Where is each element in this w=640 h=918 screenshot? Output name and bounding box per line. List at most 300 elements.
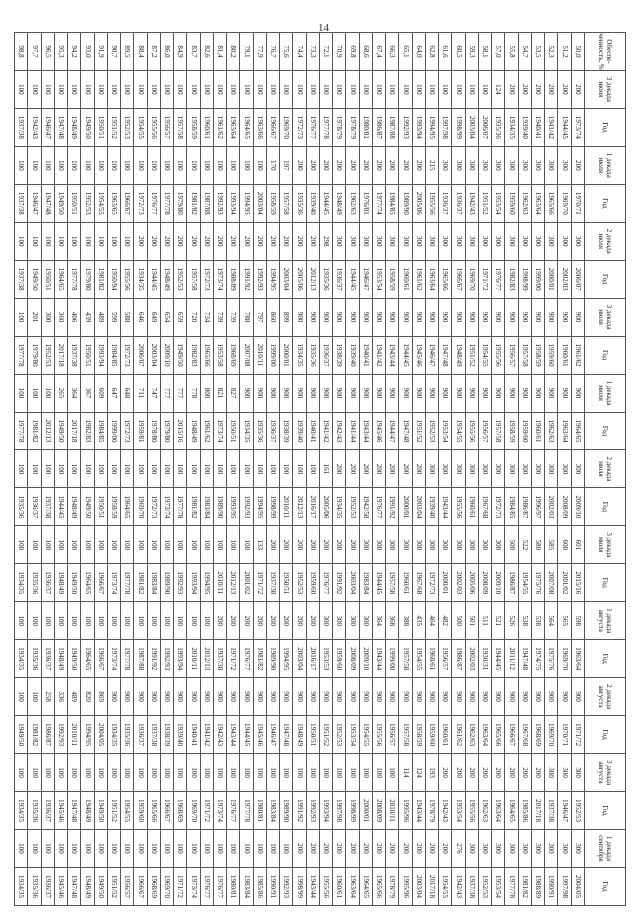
- table-cell: 1992/93: [240, 488, 253, 526]
- table-cell: 1935/36: [293, 184, 306, 222]
- table-cell: 200: [426, 830, 439, 868]
- table-cell: 1960/61: [399, 564, 412, 602]
- table-cell: 1977/78: [174, 488, 187, 526]
- table-cell: 1998/99: [452, 108, 465, 146]
- table-cell: 300: [532, 222, 545, 260]
- table-cell: 100: [28, 222, 41, 260]
- table-cell: 1986/87: [41, 716, 54, 754]
- table-cell: 100: [28, 526, 41, 564]
- table-cell: 1965/66: [439, 260, 452, 298]
- table-cell: 1959/81: [134, 412, 147, 450]
- table-cell: 100: [28, 374, 41, 412]
- table-cell: 100: [147, 830, 160, 868]
- table-cell: 900: [412, 298, 425, 336]
- table-cell: 1967/68: [518, 716, 531, 754]
- table-cell: 2008/09: [479, 564, 492, 602]
- table-cell: 300: [359, 222, 372, 260]
- table-cell: 1968/69: [532, 716, 545, 754]
- table-cell: 565: [558, 602, 571, 640]
- table-cell: 2003/04: [293, 640, 306, 678]
- table-cell: 1983/84: [267, 792, 280, 830]
- table-cell: 1948/49: [333, 184, 346, 222]
- table-cell: 200: [293, 830, 306, 868]
- table-cell: 300: [505, 222, 518, 260]
- table-cell: 900: [505, 298, 518, 336]
- table-cell: 1972/73: [121, 336, 134, 374]
- table-cell: 601: [571, 526, 584, 564]
- table-cell: 100: [174, 70, 187, 108]
- table-cell: 900: [399, 298, 412, 336]
- table-cell: 59,3: [465, 33, 478, 71]
- column-header: Год: [585, 412, 626, 450]
- table-cell: 300: [518, 830, 531, 868]
- table-cell: 300: [439, 222, 452, 260]
- table-cell: 200: [267, 602, 280, 640]
- table-cell: 124: [492, 70, 505, 108]
- table-cell: 1977/78: [320, 108, 333, 146]
- table-cell: 100: [147, 450, 160, 488]
- table-cell: 580: [532, 526, 545, 564]
- table-cell: 1952/53: [174, 260, 187, 298]
- table-cell: 200: [412, 830, 425, 868]
- table-cell: 100: [399, 70, 412, 108]
- table-cell: 1941/42: [200, 716, 213, 754]
- table-cell: 100: [412, 70, 425, 108]
- table-cell: 1993/94: [320, 792, 333, 830]
- table-cell: 1986/87: [505, 564, 518, 602]
- table-cell: 1977/78: [15, 412, 29, 450]
- table-cell: 1964/65: [240, 108, 253, 146]
- table-cell: 1993/94: [94, 336, 107, 374]
- table-cell: 2006/07: [479, 108, 492, 146]
- table-cell: 60,5: [452, 33, 465, 71]
- table-cell: 2002/03: [558, 260, 571, 298]
- table-cell: 1972/73: [426, 564, 439, 602]
- table-row: [386, 33, 399, 906]
- table-cell: 2015/16: [174, 412, 187, 450]
- table-cell: 86,0: [161, 33, 174, 71]
- table-cell: 200: [320, 526, 333, 564]
- table-cell: 1955/56: [465, 792, 478, 830]
- table-cell: 100: [161, 830, 174, 868]
- table-cell: 1990/91: [267, 867, 280, 905]
- table-cell: 1937/38: [465, 867, 478, 905]
- table-cell: 1936/37: [439, 184, 452, 222]
- table-cell: 900: [479, 678, 492, 716]
- table-row: [465, 33, 478, 906]
- table-cell: 100: [214, 70, 227, 108]
- table-cell: 2001/02: [558, 564, 571, 602]
- table-cell: 200: [306, 146, 319, 184]
- table-cell: 100: [121, 526, 134, 564]
- table-cell: 2005/06: [320, 488, 333, 526]
- table-cell: 1972/73: [492, 488, 505, 526]
- table-cell: 649: [147, 298, 160, 336]
- table-cell: 1934/35: [134, 260, 147, 298]
- table-cell: 1978/79: [386, 867, 399, 905]
- table-cell: 2003/04: [147, 336, 160, 374]
- table-cell: 200: [333, 526, 346, 564]
- table-row: [214, 33, 227, 906]
- table-row: [479, 33, 492, 906]
- table-cell: 2000/01: [280, 336, 293, 374]
- table-cell: 1956/57: [386, 716, 399, 754]
- table-cell: 300: [545, 450, 558, 488]
- table-cell: 1945/46: [373, 412, 386, 450]
- table-cell: 1966/67: [121, 184, 134, 222]
- table-cell: 1940/41: [359, 336, 372, 374]
- table-cell: 2003/04: [412, 867, 425, 905]
- table-cell: 1952/53: [571, 792, 584, 830]
- table-cell: 1935/36: [28, 564, 41, 602]
- table-cell: 2012/13: [293, 488, 306, 526]
- table-cell: 1998/99: [346, 792, 359, 830]
- table-cell: 2003/04: [346, 564, 359, 602]
- table-cell: 300: [571, 830, 584, 868]
- table-cell: 100: [55, 450, 68, 488]
- table-cell: 900: [571, 374, 584, 412]
- table-cell: 1977/78: [121, 564, 134, 602]
- table-cell: 1999/00: [532, 260, 545, 298]
- table-cell: 62,8: [426, 33, 439, 71]
- table-cell: 100: [68, 830, 81, 868]
- table-cell: 1994/95: [200, 564, 213, 602]
- table-cell: 900: [545, 298, 558, 336]
- table-cell: 300: [41, 298, 54, 336]
- table-cell: 300: [558, 146, 571, 184]
- table-cell: 300: [479, 830, 492, 868]
- table-cell: 2009/10: [359, 640, 372, 678]
- table-cell: 100: [240, 526, 253, 564]
- table-cell: 900: [240, 678, 253, 716]
- table-cell: 1955/56: [426, 184, 439, 222]
- table-cell: 360: [55, 298, 68, 336]
- table-cell: 100: [121, 222, 134, 260]
- table-cell: 899: [280, 298, 293, 336]
- table-cell: 739: [227, 298, 240, 336]
- table-cell: 300: [452, 222, 465, 260]
- table-cell: 300: [558, 450, 571, 488]
- table-cell: 1937/38: [214, 640, 227, 678]
- table-cell: 2003/04: [465, 108, 478, 146]
- table-cell: 1962/63: [518, 184, 531, 222]
- table-cell: 100: [253, 146, 266, 184]
- table-cell: 1934/35: [505, 108, 518, 146]
- table-cell: 1942/43: [28, 108, 41, 146]
- table-cell: 1987/88: [134, 640, 147, 678]
- table-cell: 1939/40: [174, 716, 187, 754]
- table-cell: 300: [465, 526, 478, 564]
- table-cell: 1957/58: [518, 336, 531, 374]
- table-cell: 1935/36: [15, 488, 29, 526]
- table-cell: 900: [306, 374, 319, 412]
- table-row: [306, 33, 319, 906]
- table-cell: 900: [492, 678, 505, 716]
- table-cell: 1986/87: [452, 640, 465, 678]
- table-cell: 1983/84: [359, 564, 372, 602]
- table-cell: 2003/04: [412, 488, 425, 526]
- table-cell: 900: [134, 678, 147, 716]
- table-cell: 720: [187, 298, 200, 336]
- table-cell: 1992/93: [280, 867, 293, 905]
- table-cell: 1957/58: [399, 640, 412, 678]
- table-cell: 2000/01: [545, 260, 558, 298]
- table-cell: 1986/87: [518, 488, 531, 526]
- table-cell: 489: [94, 298, 107, 336]
- table-cell: 1937/38: [545, 792, 558, 830]
- table-cell: 100: [147, 146, 160, 184]
- table-cell: 1958/59: [108, 488, 121, 526]
- table-cell: 900: [492, 374, 505, 412]
- table-cell: 100: [227, 754, 240, 792]
- table-cell: 100: [121, 754, 134, 792]
- table-cell: 100: [55, 222, 68, 260]
- table-cell: 1962/63: [346, 184, 359, 222]
- table-cell: 1957/58: [492, 412, 505, 450]
- table-cell: 1946/47: [426, 336, 439, 374]
- table-cell: 1954/55: [439, 867, 452, 905]
- table-cell: 1979/80: [174, 184, 187, 222]
- table-cell: 336: [55, 678, 68, 716]
- table-cell: 100: [108, 222, 121, 260]
- table-cell: 100: [452, 70, 465, 108]
- table-cell: 2010/11: [386, 792, 399, 830]
- table-cell: 1971/72: [253, 564, 266, 602]
- table-cell: 900: [121, 678, 134, 716]
- table-cell: 201: [28, 298, 41, 336]
- table-cell: 500: [452, 602, 465, 640]
- table-cell: 1951/52: [479, 184, 492, 222]
- table-cell: 1965/66: [373, 867, 386, 905]
- table-cell: 1946/47: [28, 184, 41, 222]
- table-cell: 648: [121, 374, 134, 412]
- table-cell: 100: [359, 754, 372, 792]
- table-cell: 100: [174, 602, 187, 640]
- table-cell: 100: [174, 146, 187, 184]
- table-cell: 300: [545, 754, 558, 792]
- table-cell: 1973/74: [571, 108, 584, 146]
- table-cell: 100: [214, 526, 227, 564]
- table-cell: 100: [28, 678, 41, 716]
- table-cell: 200: [373, 450, 386, 488]
- table-cell: 1965/66: [147, 792, 160, 830]
- table-cell: 1972/73: [200, 260, 213, 298]
- table-cell: 100: [41, 450, 54, 488]
- table-cell: 200: [558, 70, 571, 108]
- column-header: 3 декада июня: [585, 70, 626, 108]
- table-cell: 2005/06: [293, 260, 306, 298]
- table-cell: 2006/07: [571, 260, 584, 298]
- table-row: [373, 33, 386, 906]
- table-cell: 100: [240, 70, 253, 108]
- table-cell: 89,5: [121, 33, 134, 71]
- table-cell: 538: [518, 602, 531, 640]
- table-cell: 100: [28, 602, 41, 640]
- table-cell: 900: [545, 678, 558, 716]
- table-cell: 1979/80: [161, 412, 174, 450]
- table-cell: 200: [293, 222, 306, 260]
- table-cell: 900: [492, 298, 505, 336]
- table-cell: 1937/38: [68, 336, 81, 374]
- table-cell: 1937/38: [15, 184, 29, 222]
- table-cell: 2008/09: [373, 792, 386, 830]
- table-cell: 1947/48: [68, 867, 81, 905]
- table-cell: 1963/64: [426, 260, 439, 298]
- table-cell: 2015/16: [571, 564, 584, 602]
- table-cell: 300: [426, 526, 439, 564]
- table-row: [94, 33, 107, 906]
- table-cell: 1976/77: [147, 184, 160, 222]
- table-cell: 1971/72: [174, 867, 187, 905]
- table-cell: 1976/77: [240, 640, 253, 678]
- table-cell: 900: [399, 678, 412, 716]
- table-cell: 1938/39: [333, 336, 346, 374]
- table-cell: 1946/47: [267, 716, 280, 754]
- table-cell: 200: [386, 450, 399, 488]
- table-cell: 1981/82: [134, 564, 147, 602]
- table-cell: 900: [267, 678, 280, 716]
- table-cell: 900: [532, 374, 545, 412]
- table-cell: 197: [280, 146, 293, 184]
- table-cell: 1980/81: [359, 108, 372, 146]
- table-cell: 200: [306, 526, 319, 564]
- table-cell: 100: [240, 146, 253, 184]
- table-cell: 788: [240, 298, 253, 336]
- table-cell: 1969/70: [558, 640, 571, 678]
- table-cell: 1983/84: [240, 867, 253, 905]
- table-cell: 100: [147, 602, 160, 640]
- table-cell: 1981/82: [28, 412, 41, 450]
- table-cell: 300: [320, 602, 333, 640]
- table-cell: 100: [227, 146, 240, 184]
- table-cell: 1950/94: [108, 260, 121, 298]
- table-cell: 76,7: [267, 33, 280, 71]
- table-cell: 50,0: [571, 33, 584, 71]
- table-cell: 900: [280, 374, 293, 412]
- table-cell: 1969/70: [280, 108, 293, 146]
- table-cell: 900: [571, 298, 584, 336]
- table-cell: 1991/92: [240, 260, 253, 298]
- table-row: [121, 33, 134, 906]
- table-cell: 564: [545, 602, 558, 640]
- table-cell: 1954/55: [518, 564, 531, 602]
- table-cell: 900: [545, 374, 558, 412]
- table-cell: 300: [346, 602, 359, 640]
- table-cell: 900: [240, 374, 253, 412]
- table-cell: 1953/54: [452, 792, 465, 830]
- table-cell: 300: [386, 222, 399, 260]
- table-cell: 100: [94, 70, 107, 108]
- table-cell: 100: [333, 70, 346, 108]
- table-cell: 2017/18: [68, 412, 81, 450]
- table-cell: 1935/36: [253, 412, 266, 450]
- table-cell: 100: [161, 526, 174, 564]
- table-cell: 100: [187, 450, 200, 488]
- table-cell: 388: [399, 602, 412, 640]
- table-cell: 200: [346, 526, 359, 564]
- table-cell: 1996/97: [532, 488, 545, 526]
- table-cell: 1977/78: [15, 336, 29, 374]
- table-cell: 1999/00: [108, 412, 121, 450]
- table-cell: 1969/70: [134, 488, 147, 526]
- table-cell: 1944/45: [147, 260, 160, 298]
- table-cell: 100: [121, 602, 134, 640]
- table-cell: 200: [187, 222, 200, 260]
- table-cell: 1972/73: [147, 488, 160, 526]
- table-cell: 1959/60: [134, 792, 147, 830]
- table-cell: 1960/61: [333, 867, 346, 905]
- table-cell: 2010/11: [68, 716, 81, 754]
- table-cell: 1941/42: [373, 336, 386, 374]
- table-cell: 100: [94, 146, 107, 184]
- table-cell: 1968/69: [147, 867, 160, 905]
- table-cell: 1966/67: [267, 108, 280, 146]
- table-cell: 1976/77: [373, 488, 386, 526]
- table-row: [187, 33, 200, 906]
- table-cell: 2004/05: [94, 716, 107, 754]
- table-cell: 1974/75: [532, 640, 545, 678]
- table-cell: 900: [253, 678, 266, 716]
- table-cell: 65,1: [399, 33, 412, 71]
- table-cell: 1997/98: [333, 792, 346, 830]
- table-cell: 1964/65: [81, 640, 94, 678]
- table-cell: 200: [280, 526, 293, 564]
- table-cell: 200: [346, 830, 359, 868]
- table-cell: 100: [15, 222, 29, 260]
- table-cell: 100: [15, 678, 29, 716]
- table-cell: 1959/60: [426, 716, 439, 754]
- table-cell: 1948/49: [187, 412, 200, 450]
- table-cell: 100: [81, 70, 94, 108]
- table-cell: 1956/57: [505, 336, 518, 374]
- table-cell: 100: [108, 754, 121, 792]
- table-cell: 1984/85: [108, 336, 121, 374]
- table-body: [15, 33, 585, 906]
- table-cell: 1963/64: [571, 640, 584, 678]
- table-cell: 200: [545, 70, 558, 108]
- table-cell: 1966/67: [505, 716, 518, 754]
- table-cell: 522: [518, 526, 531, 564]
- table-cell: 364: [68, 374, 81, 412]
- table-cell: 300: [373, 526, 386, 564]
- table-cell: 200: [399, 146, 412, 184]
- table-cell: 200: [267, 222, 280, 260]
- table-cell: 100: [81, 526, 94, 564]
- table-cell: 54,7: [518, 33, 531, 71]
- table-cell: 1964/65: [359, 867, 372, 905]
- table-cell: 1991/92: [333, 564, 346, 602]
- table-cell: 900: [505, 678, 518, 716]
- table-cell: 406: [68, 298, 81, 336]
- table-cell: 300: [439, 450, 452, 488]
- table-cell: 100: [147, 526, 160, 564]
- table-cell: 100: [346, 70, 359, 108]
- table-cell: 100: [81, 222, 94, 260]
- table-cell: 1971/72: [227, 640, 240, 678]
- table-cell: 1982/83: [187, 336, 200, 374]
- table-cell: 100: [15, 146, 29, 184]
- table-cell: 1942/43: [439, 792, 452, 830]
- column-header: Год: [585, 716, 626, 754]
- table-cell: 200: [306, 222, 319, 260]
- table-cell: 100: [253, 450, 266, 488]
- table-cell: 100: [187, 526, 200, 564]
- table-cell: 1952/53: [41, 336, 54, 374]
- table-cell: 1993/95: [227, 488, 240, 526]
- table-cell: 2017/18: [532, 792, 545, 830]
- table-cell: 100: [161, 450, 174, 488]
- table-cell: 100: [267, 754, 280, 792]
